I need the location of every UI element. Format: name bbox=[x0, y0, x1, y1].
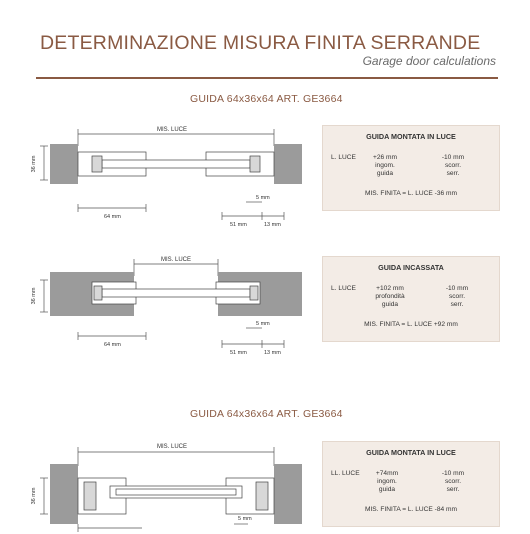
card-formula: MIS. FINITA = L. LUCE -36 mm bbox=[364, 190, 458, 197]
card-formula: MIS. FINITA = L. LUCE +92 mm bbox=[364, 321, 458, 328]
shutter-slat bbox=[102, 160, 250, 168]
card-mid-line1: profondità bbox=[375, 293, 405, 300]
card-right-line2: serr. bbox=[450, 301, 464, 308]
dimension-label-height: 36 mm bbox=[31, 487, 37, 505]
calc-card-recessed bbox=[322, 256, 500, 342]
dimension-label-b1: 51 mm bbox=[230, 350, 247, 356]
card-right-line1: scorr. bbox=[448, 293, 466, 300]
wall-right bbox=[274, 464, 302, 524]
card-mid-value: +102 mm bbox=[376, 285, 404, 292]
guide-channel bbox=[256, 482, 268, 510]
card-right-line2: serr. bbox=[446, 486, 460, 493]
guide-diagram-recessed bbox=[22, 252, 332, 362]
dimension-label-left: 64 mm bbox=[104, 342, 121, 348]
shutter-slat bbox=[102, 289, 250, 297]
card-right-line1: scorr. bbox=[444, 478, 462, 485]
section-title: GUIDA 64x36x64 ART. GE3664 bbox=[190, 93, 343, 105]
guide-diagram-mounted bbox=[22, 122, 332, 232]
card-left-label: L. LUCE bbox=[331, 154, 356, 161]
guide-channel bbox=[92, 156, 102, 172]
guide-diagram-mounted-2 bbox=[22, 438, 332, 534]
dimension-label-b2: 13 mm bbox=[264, 222, 281, 228]
card-mid-line2: guida bbox=[378, 486, 396, 493]
shutter-slat-inner bbox=[116, 489, 236, 495]
card-mid-line1: ingom. bbox=[377, 478, 397, 485]
card-right-line2: serr. bbox=[446, 170, 460, 177]
dimension-label-top: MIS. LUCE bbox=[160, 257, 192, 263]
dimension-label-b1: 51 mm bbox=[230, 222, 247, 228]
dimension-label-top: MIS. LUCE bbox=[156, 127, 188, 133]
dimension-label-top: MIS. LUCE bbox=[156, 444, 188, 450]
card-title: GUIDA MONTATA IN LUCE bbox=[366, 448, 456, 457]
card-formula: MIS. FINITA = L. LUCE -84 mm bbox=[364, 506, 458, 513]
section-title: GUIDA 64x36x64 ART. GE3664 bbox=[190, 408, 343, 420]
card-right-line1: scorr. bbox=[444, 162, 462, 169]
guide-channel bbox=[84, 482, 96, 510]
dimension-label-left: 64 mm bbox=[104, 214, 121, 220]
card-right-value: -10 mm bbox=[445, 285, 469, 292]
wall-left bbox=[50, 144, 78, 184]
dimension-label-gap: 5 mm bbox=[238, 516, 252, 522]
dimension-label-height: 36 mm bbox=[31, 287, 37, 305]
wall-right bbox=[274, 144, 302, 184]
dimension-label-b2: 13 mm bbox=[264, 350, 281, 356]
card-mid-line1: ingom. bbox=[375, 162, 395, 169]
guide-channel bbox=[94, 286, 102, 300]
card-title: GUIDA MONTATA IN LUCE bbox=[366, 132, 456, 141]
dimension-label-gap: 5 mm bbox=[256, 195, 270, 201]
card-mid-value: +74mm bbox=[375, 470, 399, 477]
card-title: GUIDA INCASSATA bbox=[378, 263, 444, 272]
page-subtitle: Garage door calculations bbox=[362, 54, 496, 68]
card-mid-line2: guida bbox=[381, 301, 399, 308]
header-divider bbox=[36, 77, 498, 79]
page-title: DETERMINAZIONE MISURA FINITA SERRANDE bbox=[40, 32, 481, 54]
card-right-value: -10 mm bbox=[441, 154, 465, 161]
wall-left bbox=[50, 464, 78, 524]
guide-channel bbox=[250, 286, 258, 300]
card-right-value: -10 mm bbox=[441, 470, 465, 477]
dimension-label-height: 36 mm bbox=[31, 155, 37, 173]
dimension-label-gap: 5 mm bbox=[256, 321, 270, 327]
calc-card-mounted-2 bbox=[322, 441, 500, 527]
calc-card-mounted bbox=[322, 125, 500, 211]
card-mid-line2: guida bbox=[376, 170, 394, 177]
card-mid-value: +26 mm bbox=[372, 154, 397, 161]
card-left-label: LL. LUCE bbox=[331, 470, 360, 477]
guide-channel bbox=[250, 156, 260, 172]
card-left-label: L. LUCE bbox=[331, 285, 356, 292]
